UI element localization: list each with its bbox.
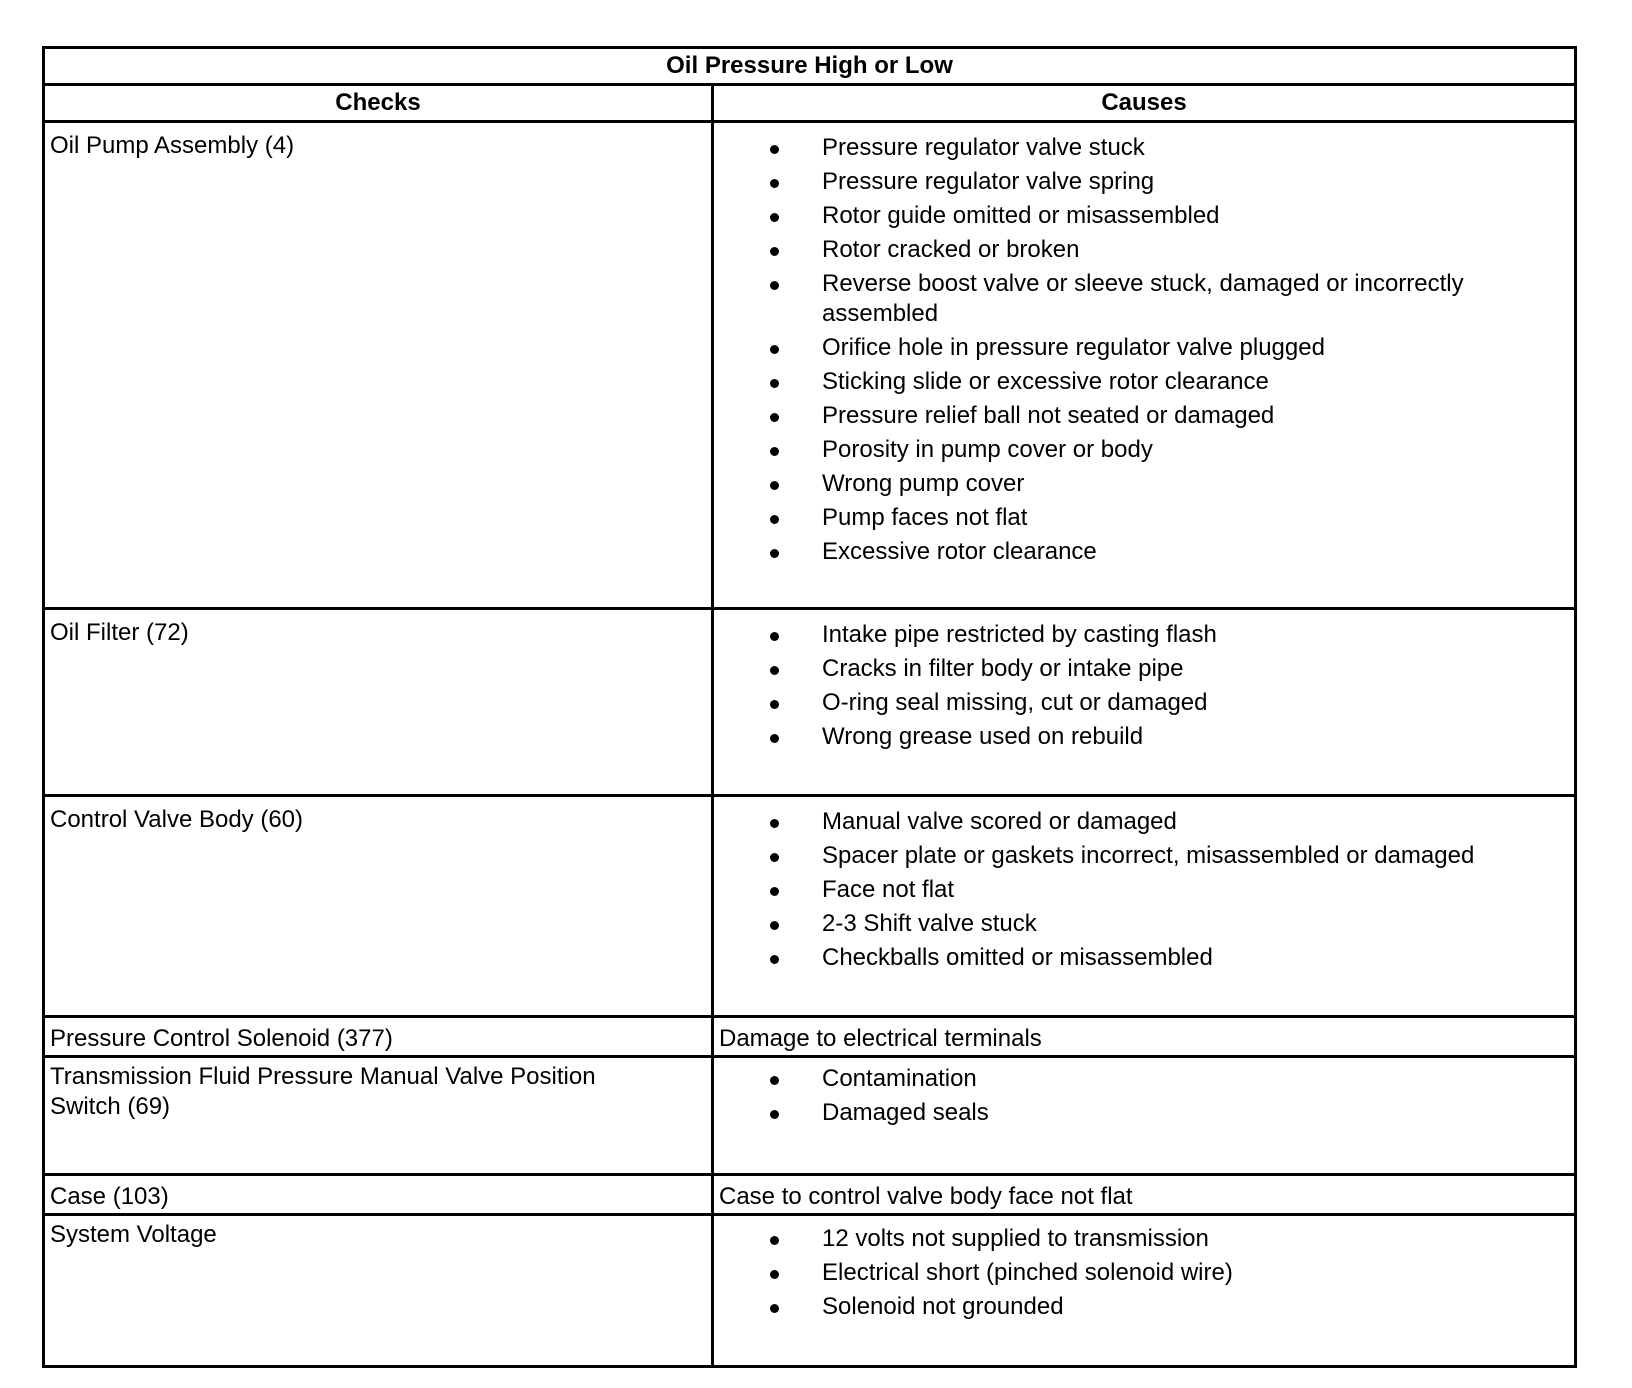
cause-text: Wrong grease used on rebuild xyxy=(822,723,1144,750)
table-row xyxy=(44,1175,1576,1215)
list-item xyxy=(714,333,1534,363)
list-item xyxy=(714,1292,1534,1322)
causes-header: Causes xyxy=(713,85,1576,122)
bullet-icon xyxy=(770,734,779,743)
cause-text: Contamination xyxy=(822,1065,977,1092)
cause-text: Cracks in filter body or intake pipe xyxy=(822,655,1184,682)
list-item xyxy=(714,1224,1534,1254)
cause-cell: Case to control valve body face not flat xyxy=(713,1175,1576,1215)
table-row xyxy=(44,609,1576,796)
causes-list xyxy=(714,1216,1574,1322)
cause-text: Wrong pump cover xyxy=(822,470,1025,497)
list-item xyxy=(714,875,1534,905)
cause-text: O-ring seal missing, cut or damaged xyxy=(822,689,1208,716)
cause-cell: Damage to electrical terminals xyxy=(713,1017,1576,1057)
list-item xyxy=(714,841,1534,871)
list-item xyxy=(714,807,1534,837)
cause-text: Electrical short (pinched solenoid wire) xyxy=(822,1259,1233,1286)
cause-text: 2-3 Shift valve stuck xyxy=(822,910,1037,937)
list-item xyxy=(714,1064,1534,1094)
list-item xyxy=(714,269,1534,329)
list-item xyxy=(714,654,1534,684)
list-item xyxy=(714,943,1534,973)
cause-text: Rotor cracked or broken xyxy=(822,236,1080,263)
list-item xyxy=(714,620,1534,650)
bullet-icon xyxy=(770,955,779,964)
cause-text: Orifice hole in pressure regulator valve plugged xyxy=(822,334,1325,361)
causes-cell xyxy=(713,1215,1576,1367)
diagnostic-table xyxy=(42,46,1577,1368)
causes-cell xyxy=(713,1057,1576,1175)
cause-text: Rotor guide omitted or misassembled xyxy=(822,202,1220,229)
bullet-icon xyxy=(770,853,779,862)
bullet-icon xyxy=(770,666,779,675)
list-item xyxy=(714,688,1534,718)
bullet-icon xyxy=(770,179,779,188)
bullet-icon xyxy=(770,1236,779,1245)
bullet-icon xyxy=(770,247,779,256)
cause-text: Intake pipe restricted by casting flash xyxy=(822,621,1217,648)
bullet-icon xyxy=(770,345,779,354)
list-item xyxy=(714,909,1534,939)
causes-cell xyxy=(713,122,1576,609)
cause-text: Manual valve scored or damaged xyxy=(822,808,1177,835)
bullet-icon xyxy=(770,1304,779,1313)
list-item xyxy=(714,133,1534,163)
title-row xyxy=(44,48,1576,85)
bullet-icon xyxy=(770,700,779,709)
list-item xyxy=(714,367,1534,397)
list-item xyxy=(714,722,1534,752)
cause-text: Damaged seals xyxy=(822,1099,989,1126)
list-item xyxy=(714,469,1534,499)
bullet-icon xyxy=(770,1076,779,1085)
list-item xyxy=(714,201,1534,231)
list-item xyxy=(714,503,1534,533)
cause-text: 12 volts not supplied to transmission xyxy=(822,1225,1209,1252)
causes-list xyxy=(714,1058,1574,1128)
list-item xyxy=(714,537,1534,567)
cause-text: Excessive rotor clearance xyxy=(822,538,1097,565)
cause-text: Sticking slide or excessive rotor clearance xyxy=(822,368,1269,395)
bullet-icon xyxy=(770,1270,779,1279)
cause-text: Reverse boost valve or sleeve stuck, damaged or incorrectly assembled xyxy=(822,270,1464,327)
check-cell: Pressure Control Solenoid (377) xyxy=(44,1017,713,1057)
bullet-icon xyxy=(770,379,779,388)
cause-text: Checkballs omitted or misassembled xyxy=(822,944,1213,971)
cause-text: Pressure regulator valve stuck xyxy=(822,134,1145,161)
check-cell: Oil Filter (72) xyxy=(44,609,713,796)
bullet-icon xyxy=(770,515,779,524)
causes-list xyxy=(714,123,1574,567)
bullet-icon xyxy=(770,921,779,930)
bullet-icon xyxy=(770,887,779,896)
cause-text: Spacer plate or gaskets incorrect, misassembled or damaged xyxy=(822,842,1475,869)
check-cell: Transmission Fluid Pressure Manual Valve Position Switch (69) xyxy=(44,1057,713,1175)
cause-text: Solenoid not grounded xyxy=(822,1293,1064,1320)
cause-text: Pressure relief ball not seated or damaged xyxy=(822,402,1275,429)
bullet-icon xyxy=(770,632,779,641)
causes-list xyxy=(714,610,1574,752)
cause-text: Porosity in pump cover or body xyxy=(822,436,1153,463)
bullet-icon xyxy=(770,1110,779,1119)
bullet-icon xyxy=(770,481,779,490)
list-item xyxy=(714,401,1534,431)
list-item xyxy=(714,1258,1534,1288)
causes-cell xyxy=(713,609,1576,796)
check-cell: System Voltage xyxy=(44,1215,713,1367)
bullet-icon xyxy=(770,413,779,422)
bullet-icon xyxy=(770,549,779,558)
table-row xyxy=(44,1017,1576,1057)
causes-list xyxy=(714,797,1574,973)
bullet-icon xyxy=(770,281,779,290)
bullet-icon xyxy=(770,447,779,456)
list-item xyxy=(714,167,1534,197)
table-row xyxy=(44,1215,1576,1367)
list-item xyxy=(714,235,1534,265)
bullet-icon xyxy=(770,213,779,222)
table-row xyxy=(44,796,1576,1017)
list-item xyxy=(714,435,1534,465)
cause-text: Face not flat xyxy=(822,876,955,903)
header-row xyxy=(44,85,1576,122)
list-item xyxy=(714,1098,1534,1128)
check-cell: Case (103) xyxy=(44,1175,713,1215)
check-cell: Control Valve Body (60) xyxy=(44,796,713,1017)
table-row xyxy=(44,122,1576,609)
causes-cell xyxy=(713,796,1576,1017)
check-cell: Oil Pump Assembly (4) xyxy=(44,122,713,609)
checks-header: Checks xyxy=(44,85,713,122)
bullet-icon xyxy=(770,145,779,154)
bullet-icon xyxy=(770,819,779,828)
table-title: Oil Pressure High or Low xyxy=(44,48,1576,85)
cause-text: Pump faces not flat xyxy=(822,504,1028,531)
cause-text: Pressure regulator valve spring xyxy=(822,168,1155,195)
table-row xyxy=(44,1057,1576,1175)
